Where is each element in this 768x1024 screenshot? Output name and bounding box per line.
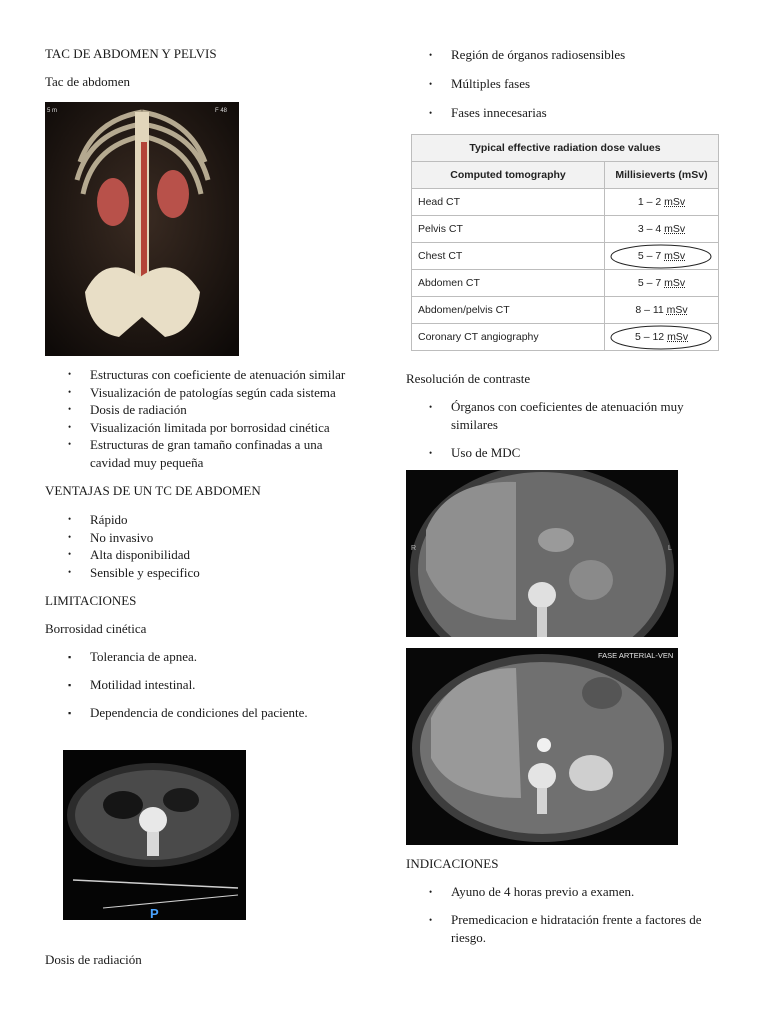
list-item-continuation: similares [451, 417, 498, 432]
table-row [412, 189, 719, 216]
list-item: • Visualización de patologías según cada sistema [90, 384, 345, 402]
table-cell: Chest CT [412, 243, 605, 270]
list-item-continuation: riesgo. [451, 930, 487, 945]
subtitle: Borrosidad cinética [45, 621, 147, 636]
list-item: • Región de órganos radiosensibles [451, 46, 625, 64]
side-label-l: L [668, 545, 672, 552]
view-marker: P [150, 906, 159, 920]
table-cell-circled: 5 – 12 mSv [605, 324, 719, 351]
table-cell: 5 – 7 mSv [605, 270, 719, 297]
table-cell: Coronary CT angiography [412, 324, 605, 351]
list-item: • Múltiples fases [451, 75, 625, 93]
ct-axial-image-noncontrast [406, 470, 678, 637]
section-heading: Resolución de contraste [406, 371, 531, 386]
svg-text:5 m: 5 m [47, 108, 58, 114]
list-item: • No invasivo [90, 529, 200, 547]
table-cell: 1 – 2 mSv [605, 189, 719, 216]
section-heading: VENTAJAS DE UN TC DE ABDOMEN [45, 483, 261, 498]
list-item: • Estructuras de gran tamaño confinadas a una [90, 436, 345, 454]
ct-axial-illustration [406, 648, 678, 845]
ct-axial-illustration [63, 750, 246, 920]
bullet-list-limitations [90, 648, 308, 722]
dose-table [411, 134, 719, 351]
ct-axial-image-left [63, 750, 246, 920]
table-header: Millisieverts (mSv) [605, 162, 719, 189]
section-title: TAC DE ABDOMEN Y PELVIS [45, 46, 217, 61]
side-label-r: R [411, 545, 417, 552]
footer-text: Dosis de radiación [45, 952, 142, 967]
table-row [412, 297, 719, 324]
list-item: • Uso de MDC [451, 444, 684, 462]
table-cell: Abdomen CT [412, 270, 605, 297]
table-row [412, 324, 719, 351]
table-cell: Head CT [412, 189, 605, 216]
list-item: • Visualización limitada por borrosidad cinética [90, 419, 345, 437]
ct-axial-image-arterial [406, 648, 678, 845]
list-item: • Rápido [90, 511, 200, 529]
table-row [412, 270, 719, 297]
list-item: • Órganos con coeficientes de atenuación muy [451, 398, 684, 416]
list-item: • Ayuno de 4 horas previo a examen. [451, 883, 701, 901]
table-cell: Abdomen/pelvis CT [412, 297, 605, 324]
bullet-list-features [90, 366, 345, 472]
bullet-list-radiation [451, 46, 625, 122]
table-cell: Pelvis CT [412, 216, 605, 243]
table-header: Computed tomography [412, 162, 605, 189]
ct-axial-illustration [406, 470, 678, 637]
subtitle: Tac de abdomen [45, 74, 130, 89]
ct-3d-image [45, 102, 239, 356]
circle-annotation [605, 243, 717, 270]
list-item: • Fases innecesarias [451, 104, 625, 122]
table-row [412, 243, 719, 270]
list-item: ▪ Dependencia de condiciones del paciente. [90, 704, 308, 722]
list-item: • Dosis de radiación [90, 401, 345, 419]
list-item: • Alta disponibilidad [90, 546, 200, 564]
bullet-list-contrast [451, 398, 684, 462]
table-cell-circled: 5 – 7 mSv [605, 243, 719, 270]
bullet-list-indications [451, 883, 701, 947]
section-heading: INDICACIONES [406, 856, 499, 871]
circle-annotation [605, 324, 717, 351]
svg-text:F 48: F 48 [215, 108, 228, 114]
table-cell: 8 – 11 mSv [605, 297, 719, 324]
ct-3d-illustration [45, 102, 239, 356]
list-item: • Sensible y especifico [90, 564, 200, 582]
list-item: • Estructuras con coeficiente de atenuación similar [90, 366, 345, 384]
list-item-continuation: cavidad muy pequeña [90, 454, 204, 470]
table-row [412, 216, 719, 243]
list-item: • Premedicacion e hidratación frente a factores de [451, 911, 701, 929]
table-caption: Typical effective radiation dose values [412, 135, 719, 162]
list-item: ▪ Motilidad intestinal. [90, 676, 308, 694]
list-item: ▪ Tolerancia de apnea. [90, 648, 308, 666]
table-cell: 3 – 4 mSv [605, 216, 719, 243]
bullet-list-advantages [90, 511, 200, 581]
phase-label: FASE ARTERIAL-VEN [598, 651, 674, 660]
section-heading: LIMITACIONES [45, 593, 137, 608]
